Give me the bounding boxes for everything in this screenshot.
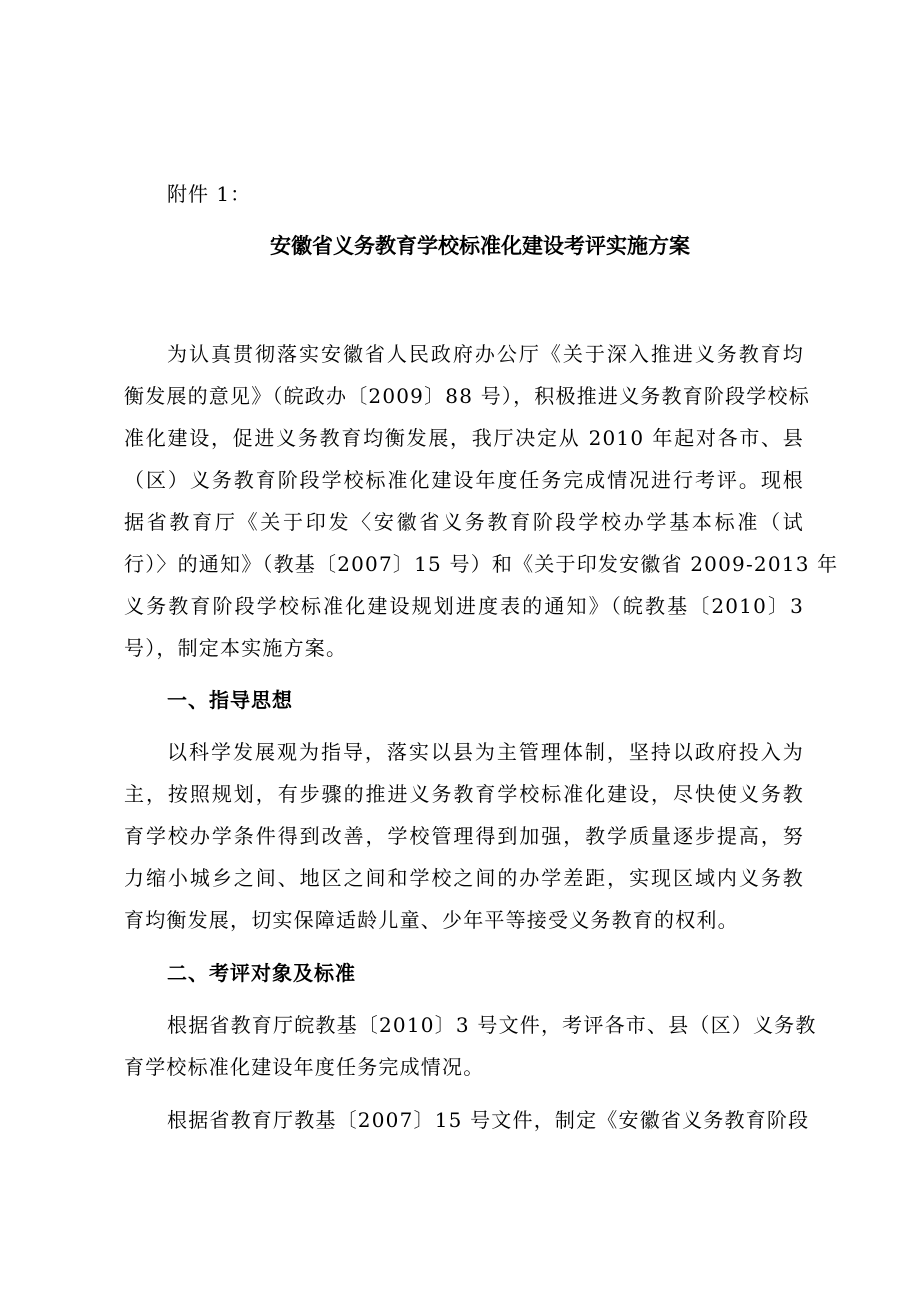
- section1-line: 主，按照规划，有步骤的推进义务教育学校标准化建设，尽快使义务教: [124, 782, 804, 806]
- intro-line: 为认真贯彻落实安徽省人民政府办公厅《关于深入推进义务教育均: [167, 342, 804, 366]
- section-heading-guiding-ideology: 一、指导思想: [167, 688, 293, 712]
- section-heading-evaluation-targets: 二、考评对象及标准: [167, 961, 356, 985]
- section1-line: 力缩小城乡之间、地区之间和学校之间的办学差距，实现区域内义务教: [124, 866, 804, 890]
- document-title: 安徽省义务教育学校标准化建设考评实施方案: [270, 234, 690, 258]
- section2-line: 根据省教育厅皖教基〔2010〕3 号文件，考评各市、县（区）义务教: [167, 1013, 817, 1037]
- section1-line: 育均衡发展，切实保障适龄儿童、少年平等接受义务教育的权利。: [124, 908, 739, 932]
- attachment-label: 附件 1：: [167, 182, 252, 206]
- section2-line: 育学校标准化建设年度任务完成情况。: [124, 1055, 485, 1079]
- section2-line: 根据省教育厅教基〔2007〕15 号文件，制定《安徽省义务教育阶段: [167, 1108, 810, 1132]
- intro-line: 号），制定本实施方案。: [124, 636, 348, 660]
- intro-line: 衡发展的意见》（皖政办〔2009〕88 号），积极推进义务教育阶段学校标: [124, 384, 810, 408]
- intro-line: 据省教育厅《关于印发〈安徽省义务教育阶段学校办学基本标准（试: [124, 510, 804, 534]
- section1-line: 以科学发展观为指导，落实以县为主管理体制，坚持以政府投入为: [167, 740, 804, 764]
- intro-line: 行）〉的通知》（教基〔2007〕15 号）和《关于印发安徽省 2009-2013 年: [124, 552, 839, 576]
- intro-line: （区）义务教育阶段学校标准化建设年度任务完成情况进行考评。现根: [124, 468, 804, 492]
- intro-line: 义务教育阶段学校标准化建设规划进度表的通知》（皖教基〔2010〕3: [124, 594, 804, 618]
- intro-line: 准化建设，促进义务教育均衡发展，我厅决定从 2010 年起对各市、县: [124, 426, 804, 450]
- section1-line: 育学校办学条件得到改善，学校管理得到加强，教学质量逐步提高，努: [124, 824, 804, 848]
